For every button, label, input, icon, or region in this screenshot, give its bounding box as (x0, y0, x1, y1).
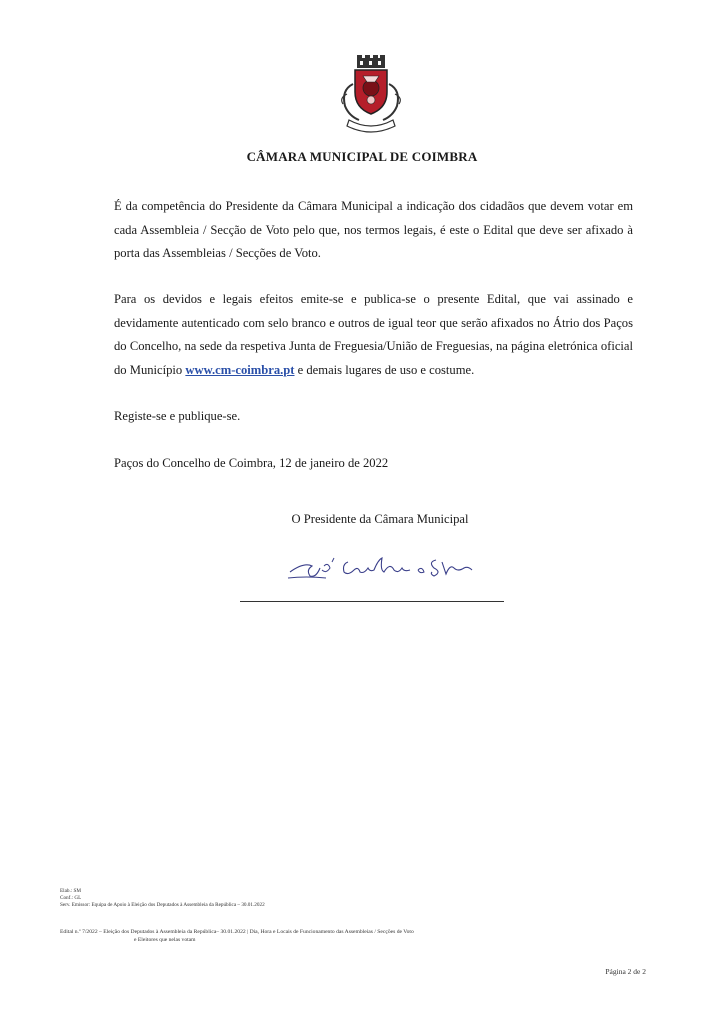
coat-of-arms-icon (335, 54, 407, 136)
competence-paragraph: É da competência do Presidente da Câmara Municipal a indicação dos cidadãos que devem votar em cada Assembleia / Secção de Voto pelo que, nos termos legais, é este o Edital que deve ser afixado à porta das Assembleias / Secções de Voto. (114, 199, 633, 260)
edital-line-2: e Eleitores que nelas votam (134, 936, 196, 943)
place-date: Paços do Concelho de Coimbra, 12 de janeiro de 2022 (114, 456, 389, 470)
edital-line-1: Edital n.º 7/2022 – Eleição dos Deputados à Assembleia da República– 30.01.2022 | Dia, Hora e Locais de Funcionamento das Assembleias / Secções de Voto (60, 929, 414, 935)
municipality-website-link[interactable]: www.cm-coimbra.pt (185, 362, 295, 377)
footer-metadata (60, 888, 265, 909)
register-paragraph: Registe-se e publique-se. (114, 409, 241, 423)
page-number: Página 2 de 2 (605, 967, 646, 976)
publication-text-start: Para os devidos e legais efeitos emite-se e publica-se o presente Edital, que vai assinado e devidamente autenticado com selo branco e outros de igual teor que serão afixados no Átrio dos Paços do Concelho, na sede da respetiva Junta de Freguesia/União de Freguesias, na página eletrónica oficial do Município (114, 292, 633, 377)
footer-elab: Elab.: SM (60, 888, 82, 894)
institution-title: CÂMARA MUNICIPAL DE COIMBRA (246, 149, 478, 164)
footer-serv: Serv. Emissor: Equipa de Apoio à Eleição dos Deputados à Assembleia da República – 30.01.2022 (60, 902, 265, 908)
footer-edital-reference (60, 929, 414, 944)
signature-line (240, 601, 504, 602)
publication-paragraph (114, 288, 633, 382)
signer-title: O Presidente da Câmara Municipal (291, 512, 469, 526)
publication-text-end: e demais lugares de uso e costume. (294, 362, 475, 377)
footer-conf: Conf.: GL (60, 895, 82, 901)
handwritten-signature (286, 548, 476, 584)
